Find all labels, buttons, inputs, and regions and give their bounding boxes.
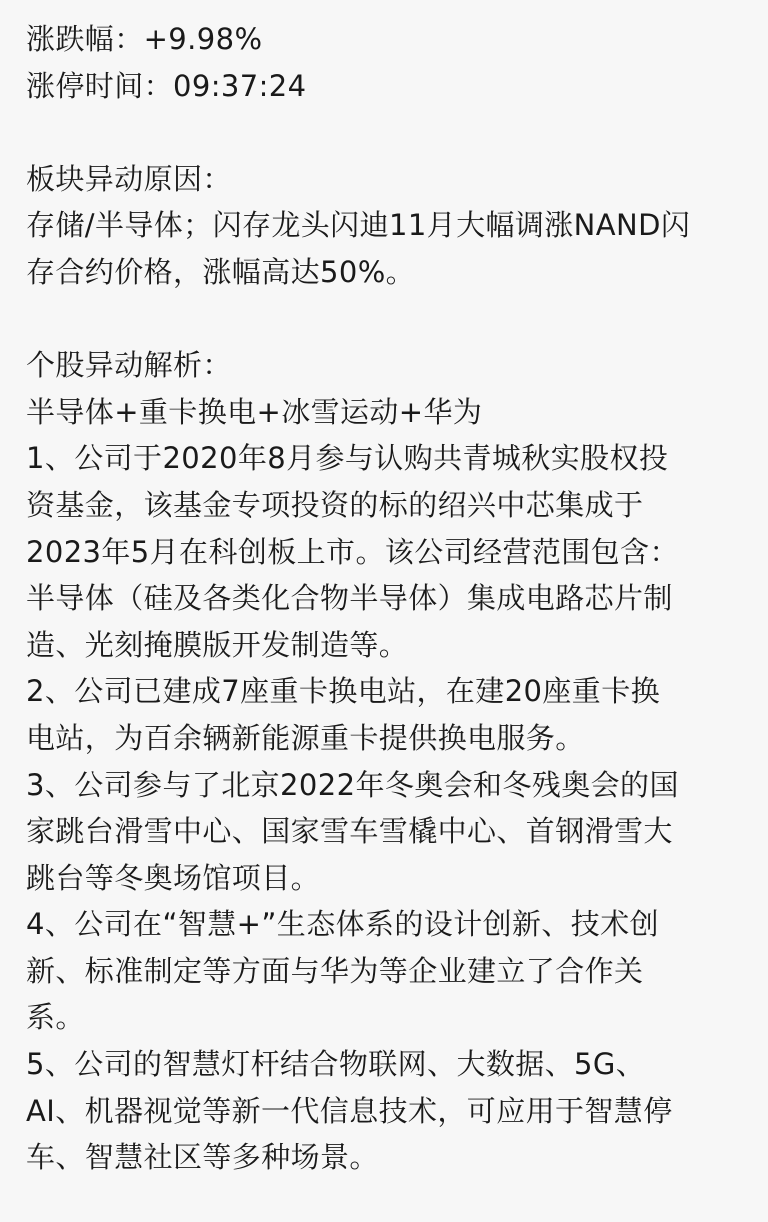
analysis-line: 车、智慧社区等多种场景。 bbox=[26, 1140, 379, 1175]
blank-line bbox=[26, 296, 744, 343]
analysis-line: 造、光刻掩膜版开发制造等。 bbox=[26, 627, 409, 662]
analysis-line: 半导体（硅及各类化合物半导体）集成电路芯片制 bbox=[26, 581, 673, 616]
analysis-line: 资基金，该基金专项投资的标的绍兴中芯集成于 bbox=[26, 487, 644, 522]
analysis-line: 电站，为百余辆新能源重卡提供换电服务。 bbox=[26, 720, 585, 755]
sector-reason-line: 存合约价格，涨幅高达50%。 bbox=[26, 254, 416, 289]
analysis-line: 2、公司已建成7座重卡换电站，在建20座重卡换 bbox=[26, 674, 661, 709]
analysis-line: 系。 bbox=[26, 1000, 85, 1035]
analysis-line: 跳台等冬奥场馆项目。 bbox=[26, 860, 321, 895]
analysis-line: 2023年5月在科创板上市。该公司经营范围包含： bbox=[26, 534, 679, 569]
sector-reason-heading: 板块异动原因： bbox=[26, 161, 232, 196]
change-pct-line: 涨跌幅：+9.98% bbox=[26, 22, 263, 56]
blank-line bbox=[26, 109, 744, 156]
analysis-line: 新、标准制定等方面与华为等企业建立了合作关 bbox=[26, 953, 644, 988]
sector-reason-line: 存储/半导体；闪存龙头闪迪11月大幅调涨NAND闪 bbox=[26, 208, 691, 243]
analysis-line: 5、公司的智慧灯杆结合物联网、大数据、5G、 bbox=[26, 1047, 646, 1082]
stock-analysis-heading: 个股异动解析： bbox=[26, 348, 232, 383]
analysis-line: 4、公司在“智慧+”生态体系的设计创新、技术创 bbox=[26, 907, 659, 942]
limit-up-time-line: 涨停时间：09:37:24 bbox=[26, 68, 307, 103]
stock-tags-line: 半导体+重卡换电+冰雪运动+华为 bbox=[26, 394, 483, 429]
analysis-line: AI、机器视觉等新一代信息技术，可应用于智慧停 bbox=[26, 1093, 673, 1128]
analysis-line: 3、公司参与了北京2022年冬奥会和冬残奥会的国 bbox=[26, 767, 679, 802]
analysis-line: 家跳台滑雪中心、国家雪车雪橇中心、首钢滑雪大 bbox=[26, 814, 673, 849]
analysis-line: 1、公司于2020年8月参与认购共青城秋实股权投 bbox=[26, 441, 669, 476]
